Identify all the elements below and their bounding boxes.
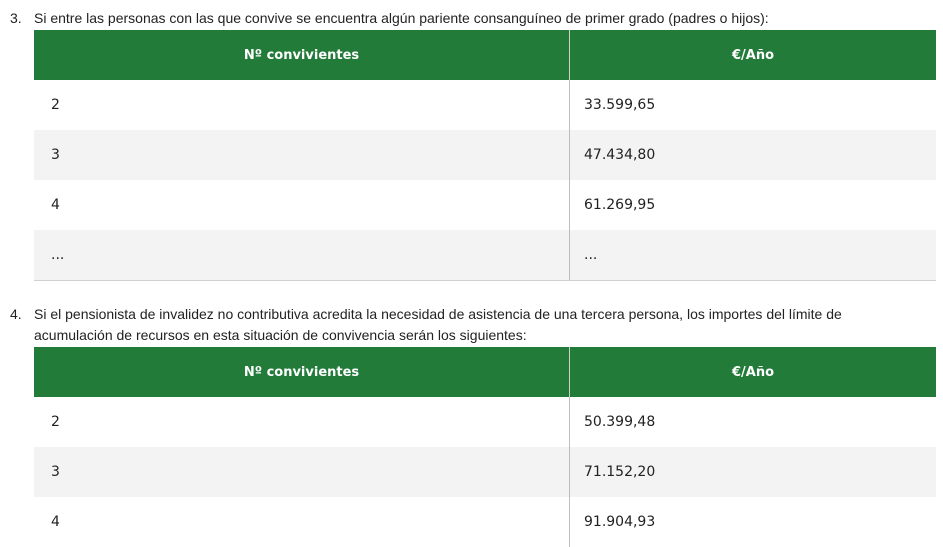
cell-convivientes: 2: [34, 80, 570, 130]
cell-euros: 47.434,80: [570, 130, 937, 180]
column-header-convivientes: Nº convivientes: [34, 347, 570, 397]
list-item-text-line-1: Si el pensionista de invalidez no contributiva acredita la necesidad de asistencia de una tercera persona, los importes del límite de: [34, 306, 842, 322]
list-item-text-line-2: acumulación de recursos en esta situación de convivencia serán los siguientes:: [34, 327, 527, 343]
list-number: 3.: [10, 10, 22, 26]
cell-convivientes: ...: [34, 230, 570, 281]
cell-euros: 71.152,20: [570, 447, 937, 497]
table-row: [34, 497, 936, 547]
cell-euros: ...: [570, 230, 937, 281]
column-header-convivientes: Nº convivientes: [34, 30, 570, 80]
cell-convivientes: 3: [34, 447, 570, 497]
cell-euros: 33.599,65: [584, 97, 656, 113]
cell-euros: 50.399,48: [584, 414, 656, 430]
cell-convivientes: 3: [34, 130, 570, 180]
list-number: 4.: [10, 306, 22, 322]
table-row: [34, 230, 936, 281]
cell-euros: 91.904,93: [584, 514, 656, 530]
table-row: [34, 180, 936, 230]
table-convivientes-primer-grado: [34, 30, 936, 281]
cell-convivientes: 4: [34, 180, 570, 230]
table-row: [34, 80, 936, 130]
cell-convivientes: 2: [34, 397, 570, 447]
table-row: [34, 447, 936, 497]
table-header-row: [34, 347, 936, 397]
table-row: [34, 130, 936, 180]
column-header-euros-ano: €/Año: [570, 347, 937, 397]
column-header-euros-ano: €/Año: [570, 30, 937, 80]
table-convivientes-tercera-persona: [34, 347, 936, 547]
cell-euros: 61.269,95: [584, 197, 656, 213]
list-item-text: Si entre las personas con las que convive se encuentra algún pariente consanguíneo de primer grado (padres o hijos):: [34, 10, 769, 26]
table-header-row: [34, 30, 936, 80]
table-row: [34, 397, 936, 447]
cell-convivientes: 4: [34, 497, 570, 547]
